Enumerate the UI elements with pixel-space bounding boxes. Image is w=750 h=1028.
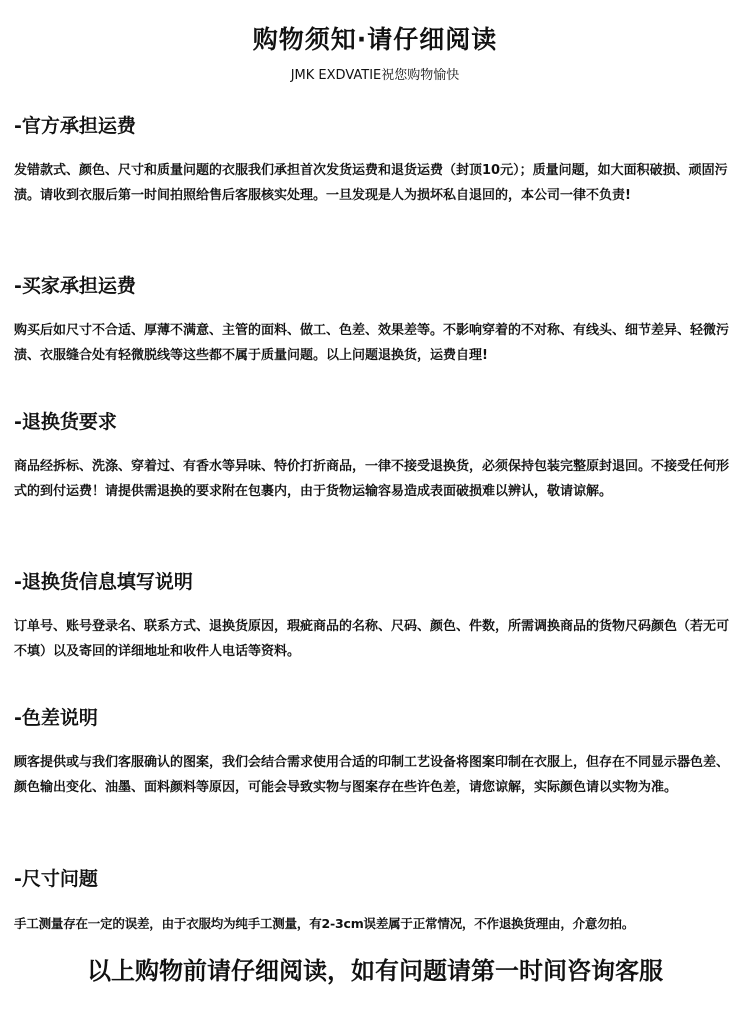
section-buyer-shipping	[14, 274, 738, 368]
section-return-info	[14, 570, 738, 664]
page-title: 购物须知·请仔细阅读	[252, 25, 498, 54]
section-official-shipping	[14, 114, 738, 208]
section-heading: -退换货要求	[14, 411, 117, 433]
section-heading: -官方承担运费	[14, 115, 136, 137]
section-body: 手工测量存在一定的误差，由于衣服均为纯手工测量，有2-3cm误差属于正常情况，不作退换货理由，介意勿拍。	[14, 916, 635, 931]
footer-note: 以上购物前请仔细阅读，如有问题请第一时间咨询客服	[87, 957, 663, 985]
page-subtitle: JMK EXDVATIE祝您购物愉快	[290, 68, 460, 83]
section-return-requirements	[14, 410, 738, 504]
section-heading: -色差说明	[14, 707, 98, 729]
section-body: 发错款式、颜色、尺寸和质量问题的衣服我们承担首次发货运费和退货运费（封顶10元）；质量问题，如大面积破损、顽固污渍。请收到衣服后第一时间拍照给售后客服核实处理。一旦发现是人为损坏私自退回的，本公司一律不负责!	[14, 163, 728, 203]
section-body: 订单号、账号登录名、联系方式、退换货原因，瑕疵商品的名称、尺码、颜色、件数，所需调换商品的货物尺码颜色（若无可不填）以及寄回的详细地址和收件人电话等资料。	[14, 619, 730, 659]
section-body: 商品经拆标、洗涤、穿着过、有香水等异味、特价打折商品，一律不接受退换货，必须保持包装完整原封退回。不接受任何形式的到付运费！请提供需退换的要求附在包裹内，由于货物运输容易造成表面破损难以辨认，敬请谅解。	[14, 459, 730, 499]
section-heading: -退换货信息填写说明	[14, 571, 193, 593]
section-size-issue	[14, 867, 738, 936]
section-color-difference	[14, 706, 738, 800]
section-heading: -尺寸问题	[14, 868, 98, 890]
section-body: 购买后如尺寸不合适、厚薄不满意、主管的面料、做工、色差、效果差等。不影响穿着的不对称、有线头、细节差异、轻微污渍、衣服缝合处有轻微脱线等这些都不属于质量问题。以上问题退换货，运费自理!	[14, 323, 730, 363]
section-heading: -买家承担运费	[14, 275, 136, 297]
section-body: 顾客提供或与我们客服确认的图案，我们会结合需求使用合适的印制工艺设备将图案印制在衣服上，但存在不同显示器色差、颜色输出变化、油墨、面料颜料等原因，可能会导致实物与图案存在些许色差，请您谅解，实际颜色请以实物为准。	[14, 755, 730, 795]
